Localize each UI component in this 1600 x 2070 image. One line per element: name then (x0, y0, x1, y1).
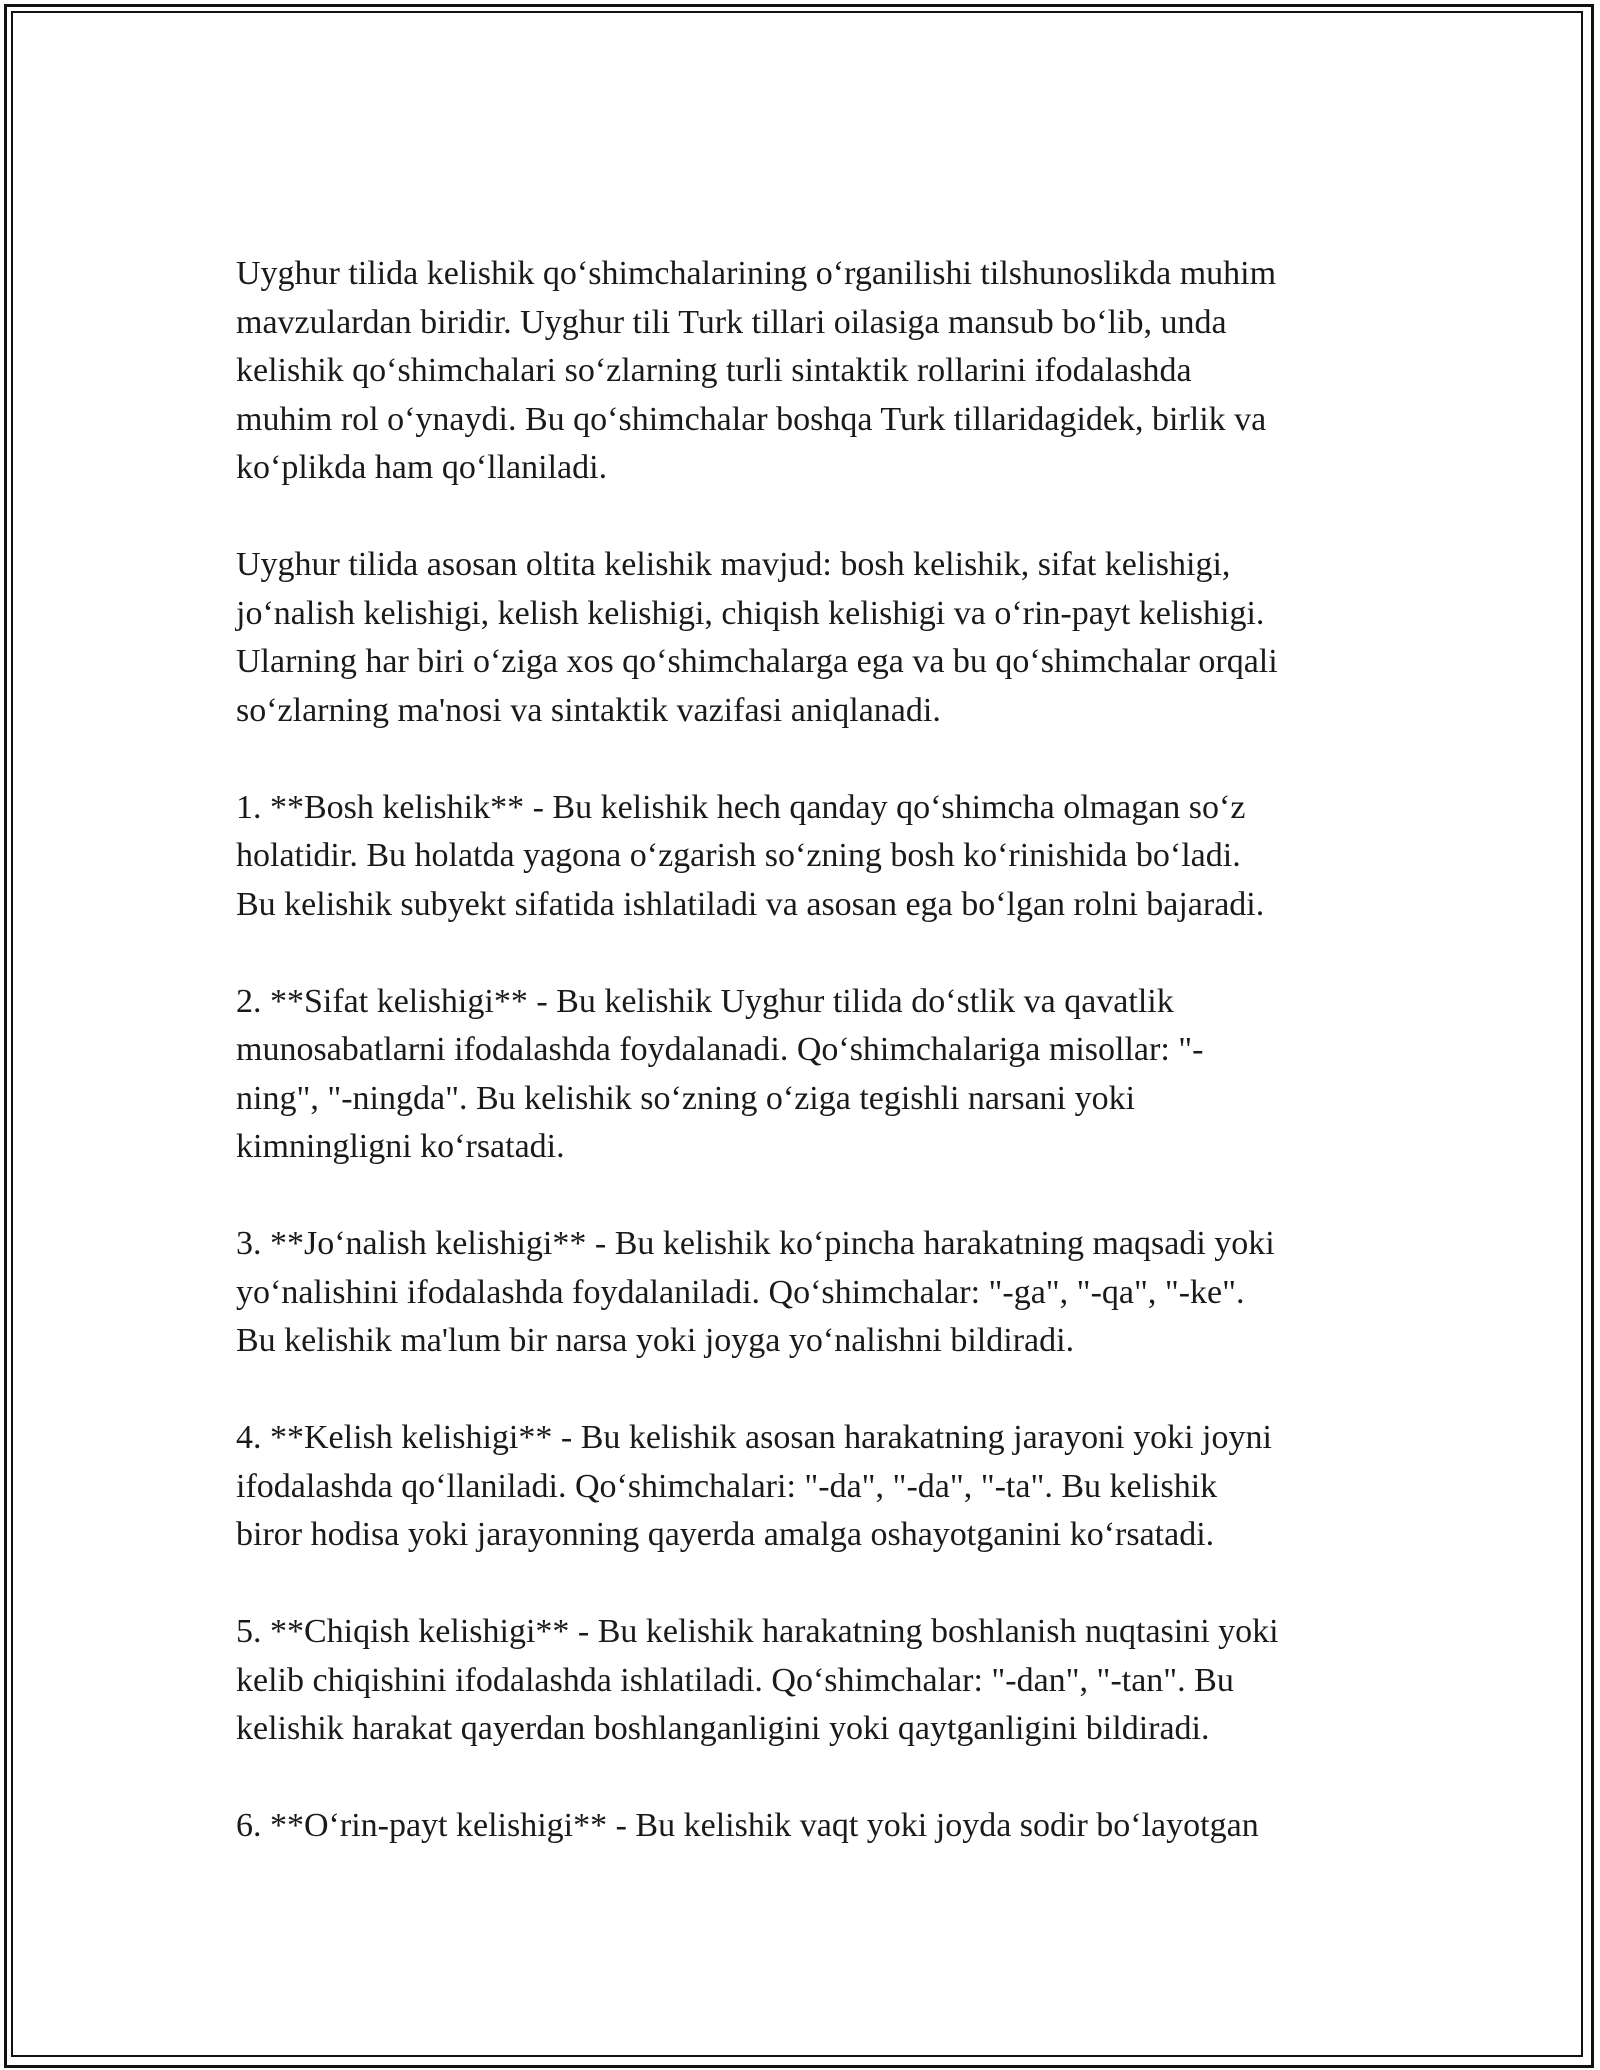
paragraph-case-4 (236, 1414, 1372, 1560)
text-line: muhim rol o‘ynaydi. Bu qo‘shimchalar boshqa Turk tillaridagidek, birlik va (236, 400, 1267, 438)
text-line: 4. **Kelish kelishigi** - Bu kelishik asosan harakatning jarayoni yoki joyni (236, 1419, 1272, 1456)
text-line: 5. **Chiqish kelishigi** - Bu kelishik harakatning boshlanish nuqtasini yoki (236, 1613, 1279, 1650)
text-line: kelishik qo‘shimchalari so‘zlarning turli sintaktik rollarini ifodalashda (236, 352, 1192, 389)
paragraph-case-6 (236, 1802, 1372, 1851)
text-line: 3. **Jo‘nalish kelishigi** - Bu kelishik ko‘pincha harakatning maqsadi yoki (236, 1225, 1275, 1262)
paragraph-case-1 (236, 784, 1372, 930)
paragraph-case-2 (236, 978, 1372, 1172)
text-line: Uyghur tilida kelishik qo‘shimchalarining o‘rganilishi tilshunoslikda muhim (236, 255, 1277, 292)
text-line: mavzulardan biridir. Uyghur tili Turk tillari oilasiga mansub bo‘lib, unda (236, 303, 1227, 341)
text-line: 6. **O‘rin-payt kelishigi** - Bu kelishik vaqt yoki joyda sodir bo‘layotgan (236, 1807, 1259, 1844)
text-line: Uyghur tilida asosan oltita kelishik mavjud: bosh kelishik, sifat kelishigi, (236, 546, 1231, 583)
text-line: munosabatlarni ifodalashda foydalanadi. Qo‘shimchalariga misollar: "- (236, 1031, 1204, 1068)
paragraph-case-5 (236, 1608, 1372, 1754)
text-line: biror hodisa yoki jarayonning qayerda amalga oshayotganini ko‘rsatadi. (236, 1516, 1215, 1553)
document-body (236, 250, 1372, 1899)
text-line: kelib chiqishini ifodalashda ishlatiladi. Qo‘shimchalar: "-dan", "-tan". Bu (236, 1661, 1234, 1699)
text-line: 1. **Bosh kelishik** - Bu kelishik hech qanday qo‘shimcha olmagan so‘z (236, 788, 1246, 826)
text-line: jo‘nalish kelishigi, kelish kelishigi, chiqish kelishigi va o‘rin-payt kelishigi. (236, 594, 1265, 632)
text-line: ning", "-ningda". Bu kelishik so‘zning o‘ziga tegishli narsani yoki (236, 1079, 1136, 1117)
text-line: 2. **Sifat kelishigi** - Bu kelishik Uyghur tilida do‘stlik va qavatlik (236, 982, 1174, 1020)
paragraph-overview (236, 541, 1372, 735)
paragraph-case-3 (236, 1220, 1372, 1366)
text-line: so‘zlarning ma'nosi va sintaktik vazifasi aniqlanadi. (236, 691, 941, 729)
text-line: holatidir. Bu holatda yagona o‘zgarish so‘zning bosh ko‘rinishida bo‘ladi. (236, 837, 1241, 874)
text-line: Bu kelishik subyekt sifatida ishlatiladi va asosan ega bo‘lgan rolni bajaradi. (236, 885, 1265, 923)
text-line: Ularning har biri o‘ziga xos qo‘shimchalarga ega va bu qo‘shimchalar orqali (236, 643, 1278, 680)
text-line: ko‘plikda ham qo‘llaniladi. (236, 449, 608, 486)
text-line: kimningligni ko‘rsatadi. (236, 1128, 565, 1165)
text-line: kelishik harakat qayerdan boshlanganligini yoki qaytganligini bildiradi. (236, 1710, 1210, 1747)
text-line: Bu kelishik ma'lum bir narsa yoki joyga yo‘nalishni bildiradi. (236, 1322, 1075, 1359)
text-line: ifodalashda qo‘llaniladi. Qo‘shimchalari: "-da", "-da", "-ta". Bu kelishik (236, 1467, 1218, 1505)
text-line: yo‘nalishini ifodalashda foydalaniladi. Qo‘shimchalar: "-ga", "-qa", "-ke". (236, 1273, 1245, 1311)
paragraph-intro (236, 250, 1372, 493)
